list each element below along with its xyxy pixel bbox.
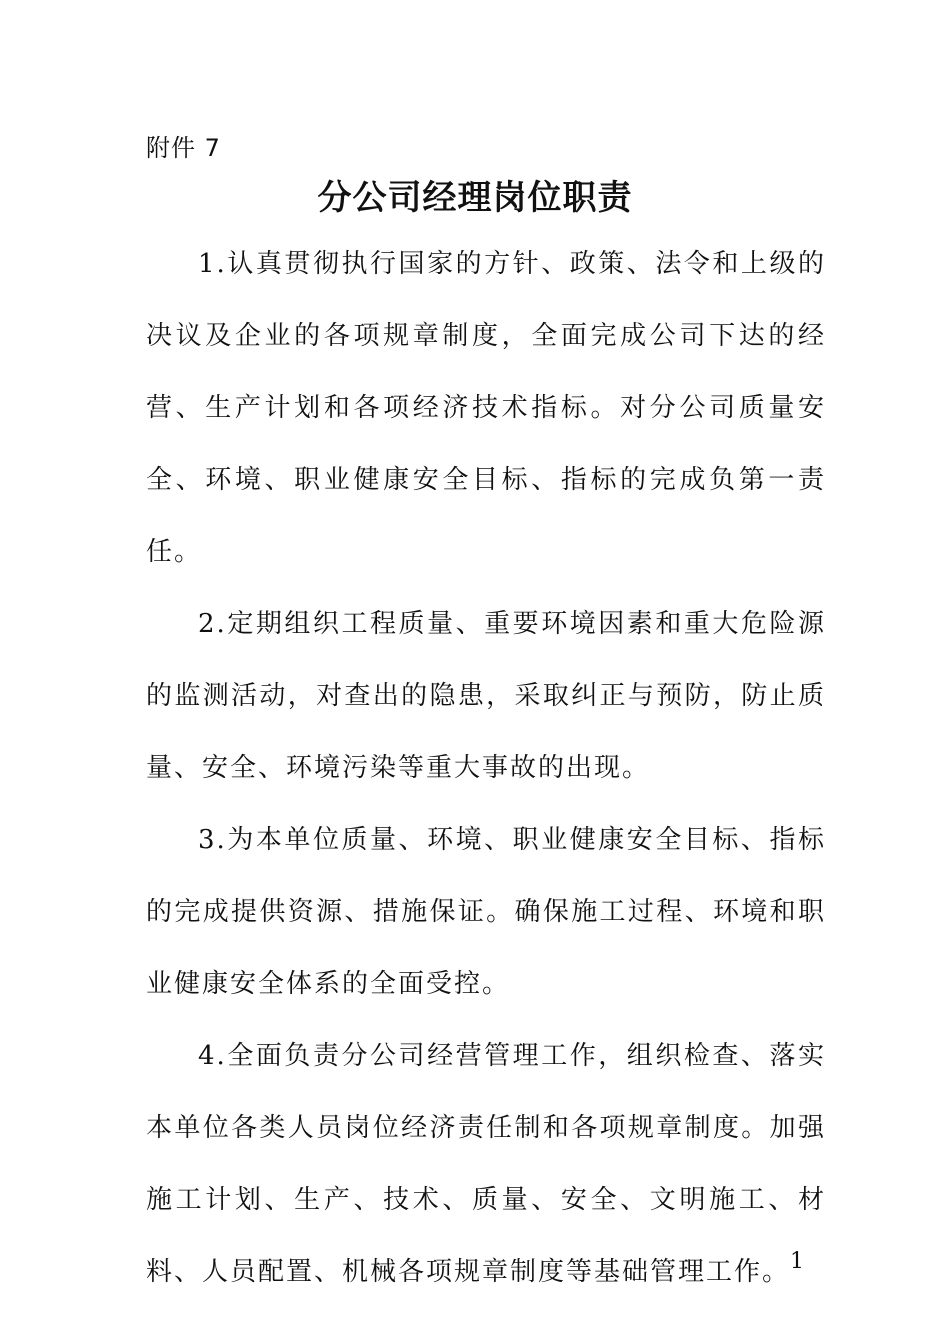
document-title: 分公司经理岗位职责 (317, 178, 633, 218)
document-body (146, 228, 826, 1308)
attachment-label: 附件 7 (146, 134, 221, 162)
page-number: 1 (790, 1249, 804, 1274)
paragraph-2: 2.定期组织工程质量、重要环境因素和重大危险源的监测活动，对查出的隐患，采取纠正与预防，防止质量、安全、环境污染等重大事故的出现。 (146, 609, 826, 783)
paragraph-4: 4.全面负责分公司经营管理工作，组织检查、落实本单位各类人员岗位经济责任制和各项规章制度。加强施工计划、生产、技术、质量、安全、文明施工、材料、人员配置、机械各项规章制度等基础管理工作。 (146, 1041, 826, 1287)
paragraph-3: 3.为本单位质量、环境、职业健康安全目标、指标的完成提供资源、措施保证。确保施工过程、环境和职业健康安全体系的全面受控。 (146, 825, 826, 999)
paragraph-1: 1.认真贯彻执行国家的方针、政策、法令和上级的决议及企业的各项规章制度，全面完成公司下达的经营、生产计划和各项经济技术指标。对分公司质量安全、环境、职业健康安全目标、指标的完成负第一责任。 (146, 249, 826, 567)
